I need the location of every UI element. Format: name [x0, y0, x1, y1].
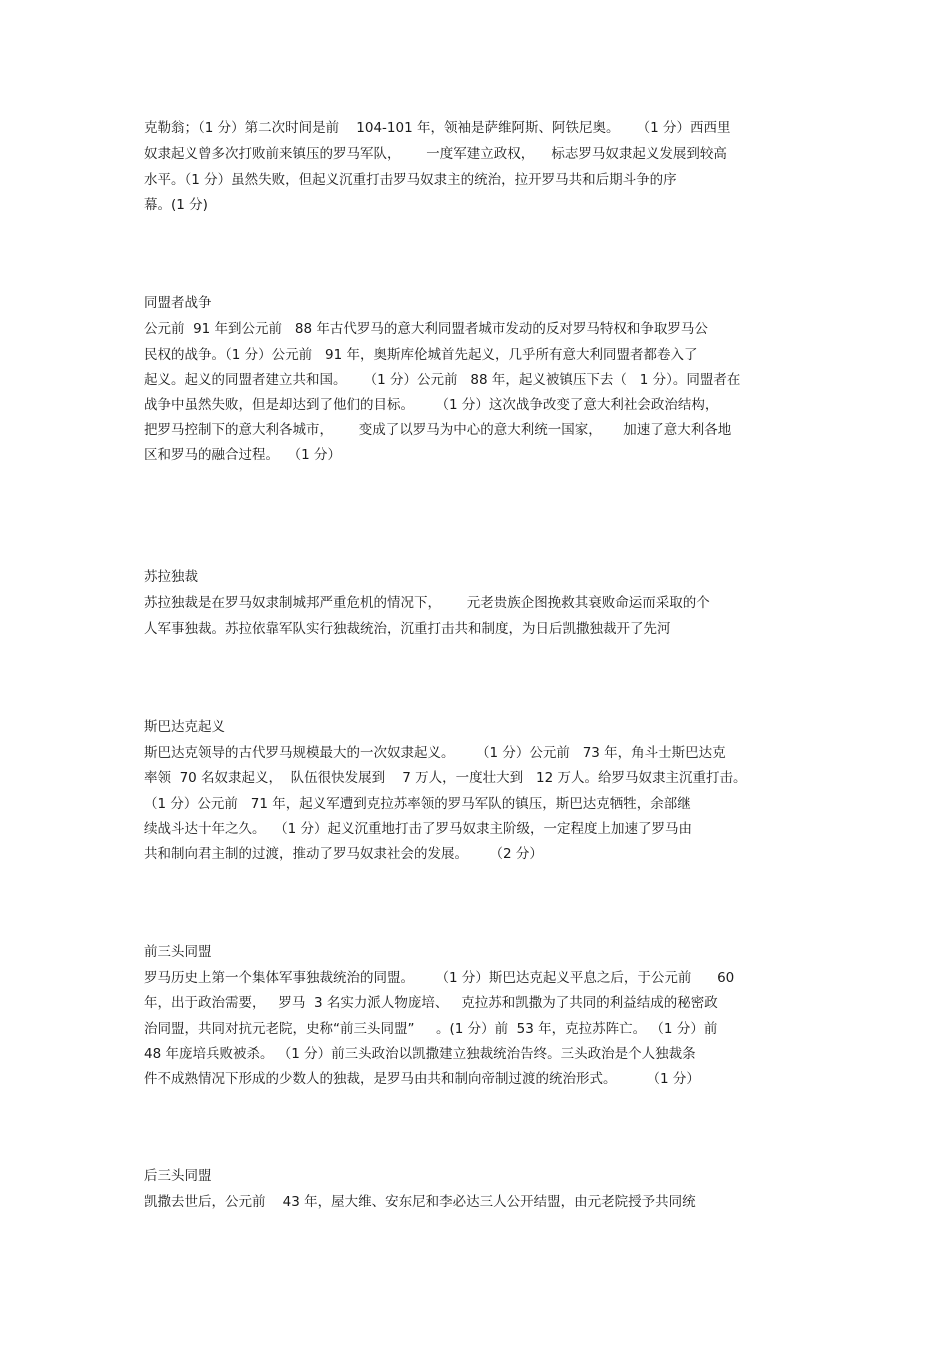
paragraph-line: 年，出于政治需要， 罗马 3 名实力派人物庞培、 克拉苏和凯撒为了共同的利益结成的秘密政	[144, 995, 718, 1011]
paragraph-line: 人军事独裁。苏拉依靠军队实行独裁统治，沉重打击共和制度，为日后凯撒独裁开了先河	[144, 621, 671, 637]
section-heading: 苏拉独裁	[144, 569, 198, 585]
paragraph-line: 率领 70 名奴隶起义， 队伍很快发展到 7 万人，一度壮大到 12 万人。给罗马奴隶主沉重打击。	[144, 770, 747, 786]
paragraph-line: 48 年庞培兵败被杀。 （1 分）前三头政治以凯撒建立独裁统治告终。三头政治是个人独裁条	[144, 1046, 696, 1062]
paragraph-line: 克勒翁；（1 分）第二次时间是前 104-101 年，领袖是萨维阿斯、阿铁尼奥。 （1 分）西西里	[144, 120, 731, 136]
paragraph-line: 共和制向君主制的过渡，推动了罗马奴隶社会的发展。 （2 分）	[144, 846, 543, 862]
paragraph-line: 件不成熟情况下形成的少数人的独裁，是罗马由共和制向帝制过渡的统治形式。 （1 分）	[144, 1071, 700, 1087]
paragraph-line: 起义。起义的同盟者建立共和国。 （1 分）公元前 88 年，起义被镇压下去（ 1 分）。同盟者在	[144, 372, 741, 388]
paragraph-line: 奴隶起义曾多次打败前来镇压的罗马军队， 一度军建立政权， 标志罗马奴隶起义发展到较高	[144, 146, 727, 162]
paragraph-line: 苏拉独裁是在罗马奴隶制城邦严重危机的情况下， 元老贵族企图挽救其衰败命运而采取的个	[144, 595, 710, 611]
paragraph-line: 战争中虽然失败，但是却达到了他们的目标。 （1 分）这次战争改变了意大利社会政治结构，	[144, 397, 719, 413]
paragraph-line: 斯巴达克领导的古代罗马规模最大的一次奴隶起义。 （1 分）公元前 73 年，角斗士斯巴达克	[144, 745, 726, 761]
paragraph-line: 幕。(1 分)	[144, 197, 208, 213]
section-heading: 前三头同盟	[144, 944, 212, 960]
paragraph-line: 凯撒去世后，公元前 43 年，屋大维、安东尼和李必达三人公开结盟，由元老院授予共同统	[144, 1194, 696, 1210]
paragraph-line: 公元前 91 年到公元前 88 年古代罗马的意大利同盟者城市发动的反对罗马特权和争取罗马公	[144, 321, 708, 337]
section-heading: 后三头同盟	[144, 1168, 212, 1184]
paragraph-line: 续战斗达十年之久。 （1 分）起义沉重地打击了罗马奴隶主阶级，一定程度上加速了罗马由	[144, 821, 692, 837]
section-heading: 斯巴达克起义	[144, 719, 225, 735]
paragraph-line: 区和罗马的融合过程。 （1 分）	[144, 447, 341, 463]
paragraph-line: 民权的战争。（1 分）公元前 91 年，奥斯库伦城首先起义，几乎所有意大利同盟者都卷入了	[144, 347, 698, 363]
paragraph-line: 把罗马控制下的意大利各城市， 变成了以罗马为中心的意大利统一国家， 加速了意大利各地	[144, 422, 732, 438]
paragraph-line: 水平。（1 分）虽然失败，但起义沉重打击罗马奴隶主的统治，拉开罗马共和后期斗争的序	[144, 172, 677, 188]
paragraph-line: （1 分）公元前 71 年，起义军遭到克拉苏率领的罗马军队的镇压，斯巴达克牺牲，余部继	[144, 796, 691, 812]
paragraph-line: 罗马历史上第一个集体军事独裁统治的同盟。 （1 分）斯巴达克起义平息之后，于公元前 60	[144, 970, 735, 986]
section-heading: 同盟者战争	[144, 295, 212, 311]
paragraph-line: 治同盟，共同对抗元老院，史称“前三头同盟” 。(1 分）前 53 年，克拉苏阵亡。 （1 分）前	[144, 1021, 718, 1037]
